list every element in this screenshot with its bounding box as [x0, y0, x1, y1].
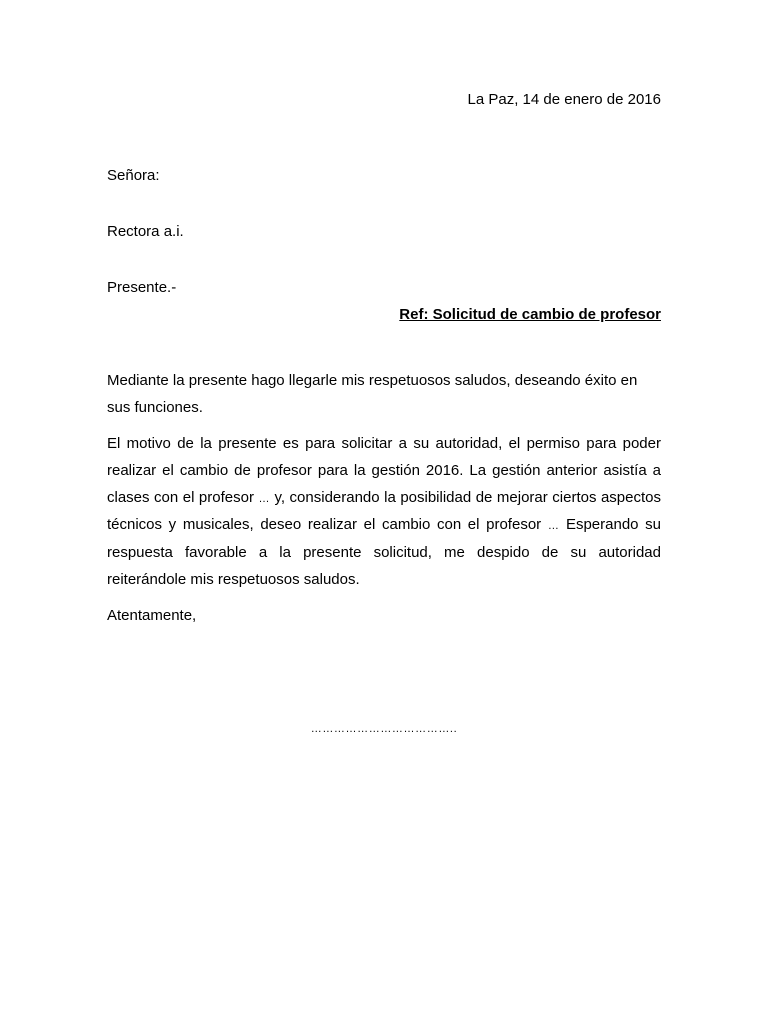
date-line: La Paz, 14 de enero de 2016 — [467, 91, 661, 108]
signature-line: ……………………………….. — [310, 723, 458, 735]
recipient-title: Rectora a.i. — [107, 223, 184, 240]
closing: Atentamente, — [107, 607, 197, 624]
presente-line: Presente.- — [107, 279, 177, 296]
paragraph-request-part1: El motivo de la presente es para solicitar a su autoridad, el permiso para poder realizar el cambio de profesor para la gestión 2016. La gestión anterior asistía a clases con el profesor — [107, 435, 661, 506]
paragraph-greeting: Mediante la presente hago llegarle mis respetuosos saludos, deseando éxito en sus funciones. — [107, 372, 638, 416]
paragraph-request — [107, 431, 661, 594]
reference-line: Ref: Solicitud de cambio de profesor — [399, 306, 661, 323]
paragraph-request-part3: Esperando su respuesta favorable a la presente solicitud, me despido de su autoridad reiterándole mis respetuosos saludos. — [107, 516, 661, 588]
paragraph-request-part2: y, considerando la posibilidad de mejorar ciertos aspectos técnicos y musicales, deseo realizar el cambio con el profesor — [107, 488, 662, 534]
salutation: Señora: — [107, 167, 160, 184]
teacher-placeholder-new: … — [547, 520, 560, 533]
teacher-placeholder-previous: … — [258, 492, 270, 505]
